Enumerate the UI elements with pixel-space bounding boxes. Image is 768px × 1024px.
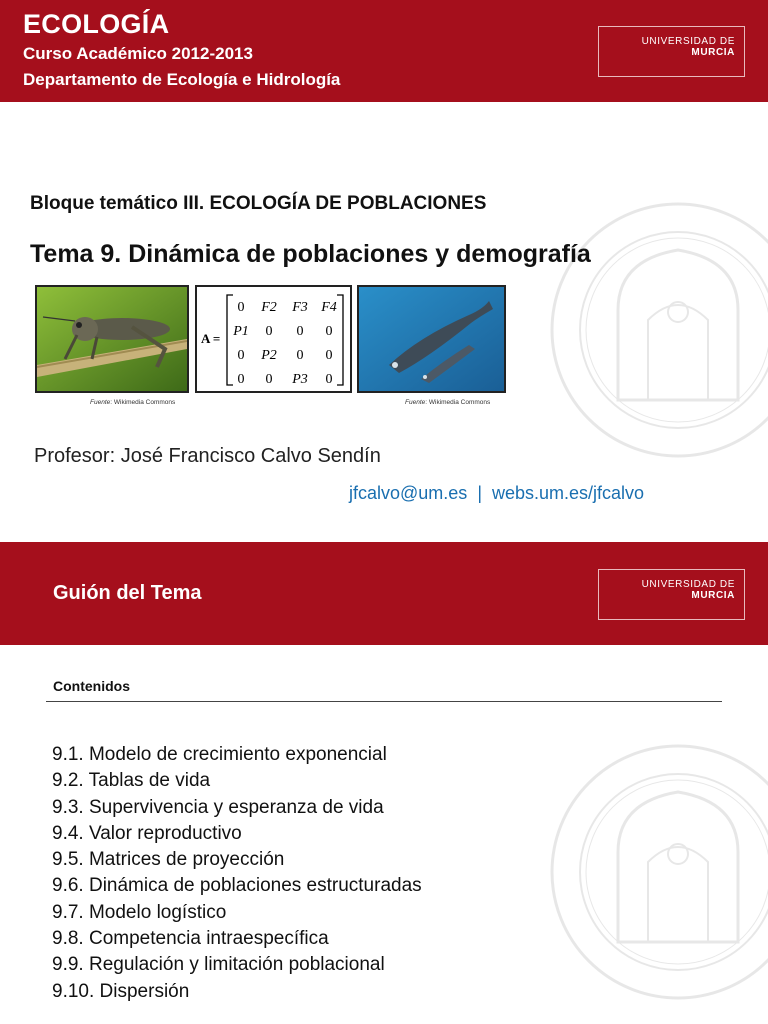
logo-line-2: MURCIA (691, 590, 735, 601)
image-caption-left (90, 399, 175, 406)
website-link[interactable]: webs.um.es/jfcalvo (492, 483, 645, 503)
matrix-cell: 0 (325, 324, 333, 339)
matrix-cell: P2 (261, 348, 277, 363)
list-item: 9.5. Matrices de proyección (52, 849, 285, 871)
list-item: 9.4. Valor reproductivo (52, 822, 242, 844)
matrix-cell: 0 (265, 324, 273, 339)
whales-picture (359, 287, 504, 391)
block-title: Bloque temático III. ECOLOGÍA DE POBLACIONES (30, 193, 487, 214)
contact-line (349, 483, 644, 504)
outline-slide (0, 542, 768, 1024)
leslie-matrix (195, 285, 352, 393)
list-item: 9.7. Modelo logístico (52, 901, 227, 923)
grasshopper-picture (37, 287, 187, 391)
slide-header (0, 0, 768, 102)
list-item: 9.8. Competencia intraespecífica (52, 928, 329, 950)
list-item: 9.9. Regulación y limitación poblacional (52, 954, 385, 976)
matrix-cell: 0 (265, 372, 273, 387)
matrix-cell: F3 (292, 300, 308, 315)
caption-source-label: Fuente (90, 399, 111, 406)
caption-source-text: : Wikimedia Commons (110, 399, 176, 406)
list-item: 9.3. Supervivencia y esperanza de vida (52, 796, 384, 818)
topic-list (52, 742, 422, 1005)
whales-image (357, 285, 506, 393)
academic-year: Curso Académico 2012-2013 (23, 44, 253, 63)
matrix-cell: P3 (292, 372, 308, 387)
professor-name: Profesor: José Francisco Calvo Sendín (34, 445, 381, 467)
logo-line-1: UNIVERSIDAD DE (641, 36, 735, 47)
grasshopper-image (35, 285, 189, 393)
university-seal-watermark (548, 200, 768, 460)
university-logo (598, 26, 745, 77)
matrix-cell: F4 (321, 300, 337, 315)
matrix-cell: 0 (296, 324, 304, 339)
matrix-cell: 0 (325, 372, 333, 387)
email-link[interactable]: jfcalvo@um.es (349, 483, 468, 503)
matrix-label: A = (201, 331, 221, 346)
contents-heading: Contenidos (53, 678, 130, 694)
image-caption-right (405, 399, 490, 406)
list-item: 9.1. Modelo de crecimiento exponencial (52, 744, 387, 765)
matrix-cell: 0 (296, 348, 304, 363)
list-item: 9.6. Dinámica de poblaciones estructuradas (52, 875, 422, 897)
matrix-cell: 0 (237, 300, 245, 315)
university-seal-watermark (548, 742, 768, 1002)
logo-line-1: UNIVERSIDAD DE (641, 579, 735, 590)
topic-title: Tema 9. Dinámica de poblaciones y demografía (30, 240, 591, 268)
contact-separator: | (477, 483, 482, 503)
university-logo (598, 569, 745, 620)
matrix-figure (197, 287, 350, 391)
list-item: 9.10. Dispersión (52, 980, 190, 1002)
course-title: ECOLOGÍA (23, 9, 170, 39)
matrix-cell: 0 (237, 348, 245, 363)
slide-header (0, 542, 768, 645)
logo-line-2: MURCIA (691, 47, 735, 58)
matrix-cell: P1 (233, 324, 249, 339)
matrix-cell: 0 (325, 348, 333, 363)
department-name: Departamento de Ecología e Hidrología (23, 70, 341, 89)
list-item: 9.2. Tablas de vida (52, 770, 211, 792)
outline-title: Guión del Tema (53, 582, 202, 604)
divider (46, 701, 722, 702)
matrix-cell: F2 (261, 300, 277, 315)
matrix-cell: 0 (237, 372, 245, 387)
caption-source-text: : Wikimedia Commons (425, 399, 491, 406)
caption-source-label: Fuente (405, 399, 426, 406)
